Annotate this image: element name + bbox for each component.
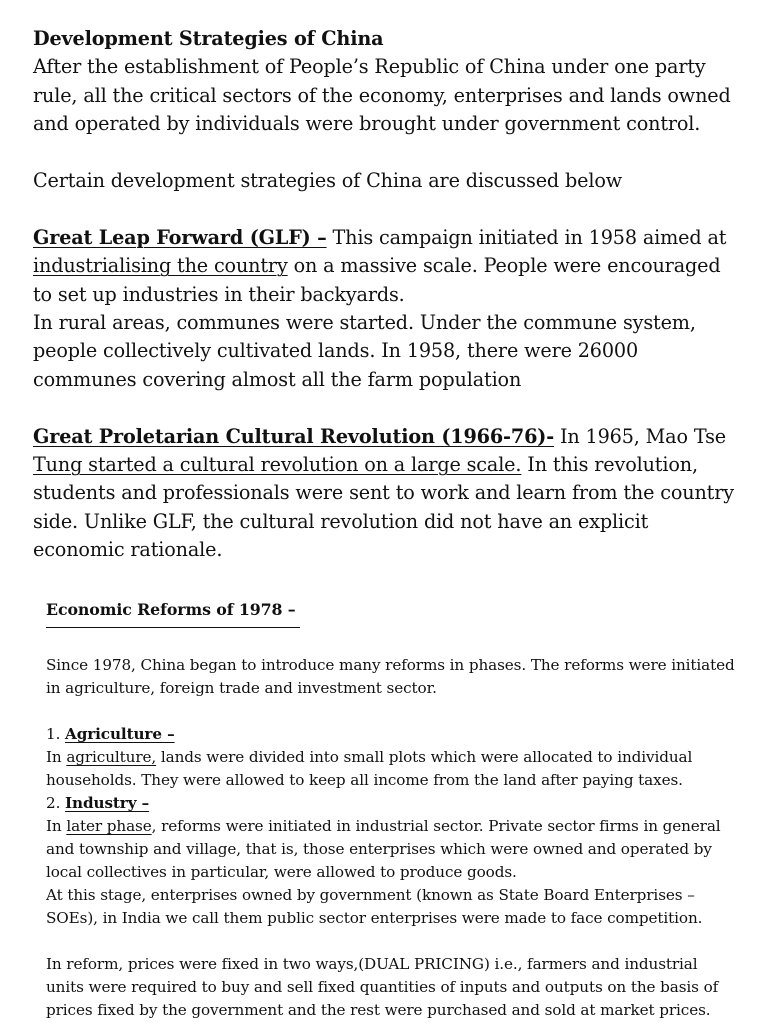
industry-heading: Industry – xyxy=(65,794,150,812)
reforms-heading: Economic Reforms of 1978 – xyxy=(46,598,300,628)
glf-paragraph-2: In rural areas, communes were started. Under the commune system, people collectively cultivated lands. In 1958, there were 26000 communes covering almost all the farm population xyxy=(33,311,696,391)
industry-text-a: In xyxy=(46,817,67,835)
gpcr-text-a: In 1965, Mao Tse xyxy=(554,424,726,448)
intro-paragraph-2: Certain development strategies of China are discussed below xyxy=(33,169,623,193)
pricing-paragraph: In reform, prices were fixed in two ways,(DUAL PRICING) i.e., farmers and industrial units were required to buy and sell fixed quantities of inputs and outputs on the basis of prices fixed by the government and the rest were purchased and sold at market prices. xyxy=(46,955,719,1019)
spacer xyxy=(46,700,736,723)
industry-paragraph xyxy=(46,815,736,884)
spacer xyxy=(46,628,736,654)
gpcr-text-underlined: Tung started a cultural revolution on a large scale. xyxy=(33,453,522,477)
agriculture-number: 1. xyxy=(46,725,66,743)
spacer xyxy=(33,195,738,223)
upper-section xyxy=(33,25,738,565)
gpcr-paragraph xyxy=(33,423,738,565)
lower-section xyxy=(46,598,736,1022)
spacer xyxy=(33,394,738,422)
glf-text-underlined: industrialising the country xyxy=(33,254,288,278)
industry-heading-line xyxy=(46,792,736,815)
agriculture-text-b: lands were divided into small plots which were allocated to individual households. They were allowed to keep all income from the land after paying taxes. xyxy=(46,748,693,789)
industry-paragraph-2: At this stage, enterprises owned by government (known as State Board Enterprises – SOEs), in India we call them public sector enterprises were made to face competition. xyxy=(46,886,703,927)
glf-term: Great Leap Forward (GLF) – xyxy=(33,225,327,249)
agriculture-text-underlined: agriculture, xyxy=(66,748,157,766)
agriculture-paragraph xyxy=(46,746,736,792)
spacer xyxy=(46,930,736,953)
intro-paragraph: After the establishment of People’s Republic of China under one party rule, all the critical sectors of the economy, enterprises and lands owned and operated by individuals were brought under government control. xyxy=(33,55,731,136)
spacer xyxy=(33,139,738,167)
industry-number: 2. xyxy=(46,794,66,812)
agriculture-text-a: In xyxy=(46,748,67,766)
industry-text-b: , reforms were initiated in industrial sector. Private sector firms in general and township and village, that is, those enterprises which were owned and operated by local collectives in particular, were allowed to produce goods. xyxy=(46,817,721,881)
gpcr-text-b: In this revolution, students and professionals were sent to work and learn from the country side. Unlike GLF, the cultural revolution did not have an explicit economic rationale. xyxy=(33,453,734,562)
agriculture-heading-line xyxy=(46,723,736,746)
glf-text-b: on a massive scale. People were encouraged to set up industries in their backyards. xyxy=(33,254,721,306)
gpcr-term: Great Proletarian Cultural Revolution (1966-76)- xyxy=(33,424,555,448)
glf-paragraph xyxy=(33,224,738,309)
agriculture-heading: Agriculture – xyxy=(65,725,175,743)
glf-text-a: This campaign initiated in 1958 aimed at xyxy=(326,225,727,249)
document-title: Development Strategies of China xyxy=(33,27,384,50)
reforms-intro: Since 1978, China began to introduce many reforms in phases. The reforms were initiated in agriculture, foreign trade and investment sector. xyxy=(46,656,735,697)
industry-text-underlined: later phase xyxy=(66,817,152,835)
